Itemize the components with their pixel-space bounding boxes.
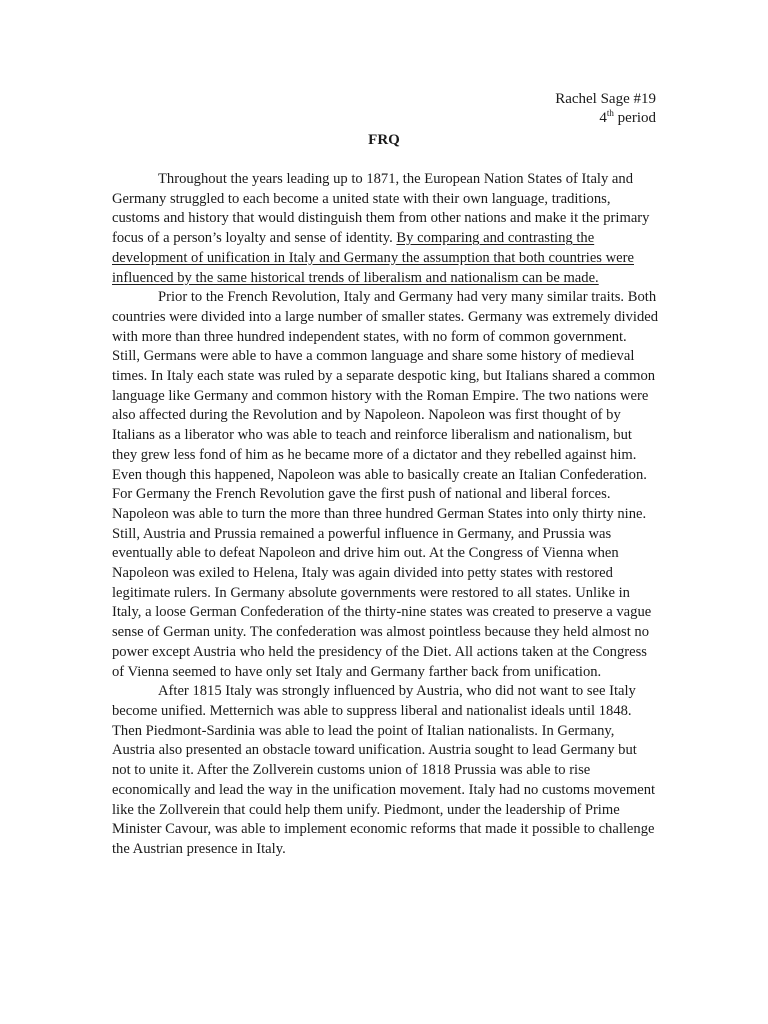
essay-body [112, 170, 658, 860]
author-header [555, 90, 656, 128]
period-word: period [613, 110, 656, 126]
period-suffix: th [606, 108, 614, 118]
paragraph-intro [112, 170, 658, 288]
period-number: 4 [599, 110, 607, 126]
document-title: FRQ [368, 132, 400, 148]
thesis-statement: By comparing and contrasting the development of unification in Italy and Germany the assumption that both countries were influenced by the same historical trends of liberalism and nationalism can be made. [112, 230, 634, 286]
paragraph-after-1815: After 1815 Italy was strongly influenced by Austria, who did not want to see Italy become unified. Metternich was able to suppress liberal and nationalist ideals until 1848. Then Piedmont-Sardinia was able to lead the point of Italian nationalists. In Germany, Austria also presented an obstacle toward unification. Austria sought to lead Germany but not to unite it. After the Zollverein customs union of 1818 Prussia was able to rise economically and lead the way in the unification movement. Italy had no customs movement like the Zollverein that could help them unify. Piedmont, under the leadership of Prime Minister Cavour, was able to implement economic reforms that made it possible to challenge the Austrian presence in Italy. [112, 683, 656, 857]
intro-text: Throughout the years leading up to 1871, the European Nation States of Italy and Germany struggled to each become a united state with their own language, traditions, customs and history that would distinguish them from other nations and make it the primary focus of a person’s loyalty and sense of identity. [112, 171, 650, 247]
class-period [555, 109, 656, 128]
author-name: Rachel Sage #19 [555, 91, 656, 107]
paragraph-pre-revolution: Prior to the French Revolution, Italy and Germany had very many similar traits. Both countries were divided into a large number of smaller states. Germany was extremely divided with more than three hundred independent states, with no form of common government. Still, Germans were able to have a common language and share some history of medieval times. In Italy each state was ruled by a separate despotic king, but Italians shared a common language like Germany and common history with the Roman Empire. The two nations were also affected during the Revolution and by Napoleon. Napoleon was first thought of by Italians as a liberator who was able to teach and reinforce liberalism and nationalism, but they grew less fond of him as he became more of a dictator and they rebelled against him. Even though this happened, Napoleon was able to basically create an Italian Confederation. For Germany the French Revolution gave the first push of national and liberal forces. Napoleon was able to turn the more than three hundred German States into only thirty nine. Still, Austria and Prussia remained a powerful influence in Germany, and Prussia was eventually able to defeat Napoleon and drive him out. At the Congress of Vienna when Napoleon was exiled to Helena, Italy was again divided into petty states with restored legitimate rulers. In Germany absolute governments were restored to all states. Unlike in Italy, a loose German Confederation of the thirty-nine states was created to preserve a vague sense of German unity. The confederation was almost pointless because they held almost no power except Austria who held the presidency of the Diet. All actions taken at the Congress of Vienna seemed to have only set Italy and Germany farther back from unification. [112, 289, 659, 680]
